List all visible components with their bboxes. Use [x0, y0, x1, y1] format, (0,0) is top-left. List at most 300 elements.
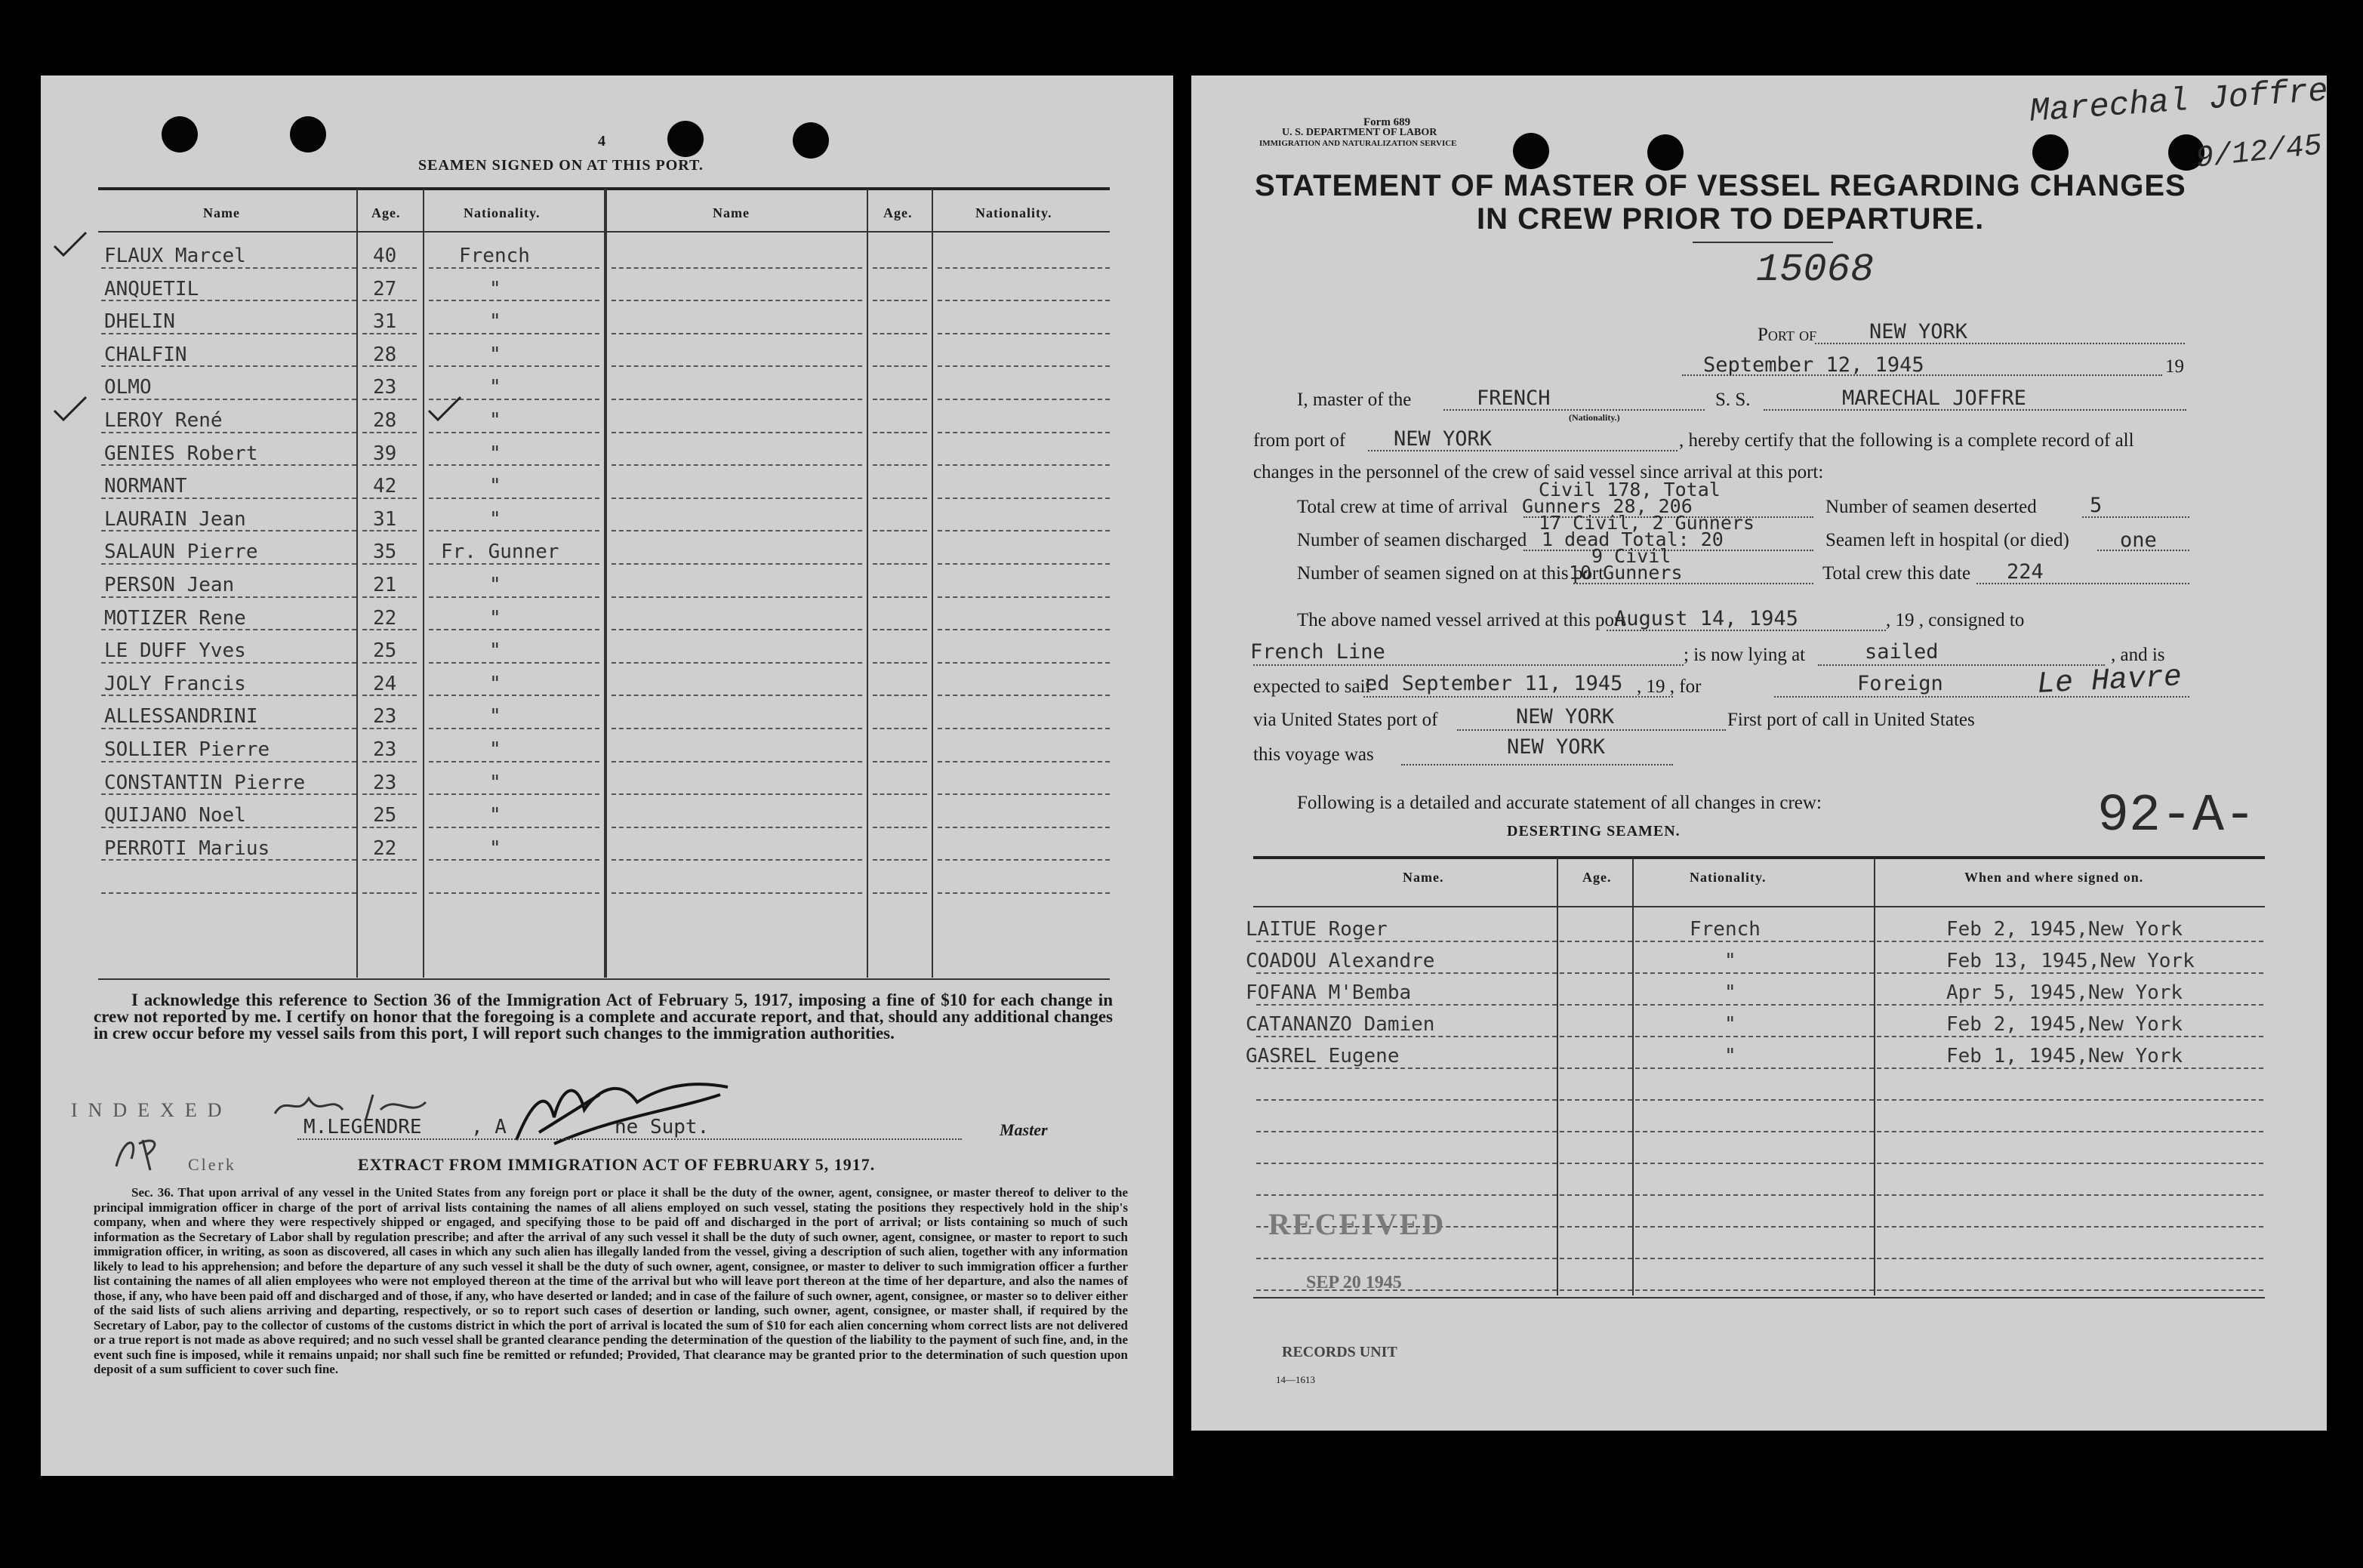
- from-port-label: from port of: [1253, 430, 1346, 451]
- seaman-nationality: ": [489, 310, 501, 334]
- hospital-value: one: [2120, 528, 2157, 552]
- row-rule: [873, 859, 927, 861]
- file-number: 15068: [1756, 248, 1875, 292]
- deserter-header-name: Name.: [1403, 870, 1444, 885]
- deserted-label: Number of seamen deserted: [1825, 497, 2037, 517]
- master-label: Master: [1000, 1120, 1048, 1139]
- row-rule: [1256, 1289, 1557, 1291]
- row-rule: [1560, 941, 1632, 942]
- seaman-nationality: ": [489, 507, 501, 531]
- seaman-name: GENIES Robert: [104, 442, 258, 465]
- punch-hole: [1513, 133, 1549, 169]
- row-rule: [873, 827, 927, 828]
- consignee-line: [1253, 664, 1684, 666]
- seaman-age: 31: [373, 507, 397, 531]
- deserter-name: GASREL Eugene: [1246, 1045, 1400, 1067]
- margin-note-vessel: Marechal Joffre: [2028, 72, 2330, 131]
- row-rule: [429, 464, 599, 466]
- seaman-age: 23: [373, 705, 397, 729]
- row-rule: [938, 793, 1110, 795]
- master-signature: [509, 1072, 735, 1155]
- certify-text: , hereby certify that the following is a complete record of all: [1679, 430, 2134, 451]
- ss-label: S. S.: [1715, 390, 1751, 410]
- seaman-nationality: ": [489, 738, 501, 761]
- row-rule: [429, 793, 599, 795]
- and-is-text: , and is: [2111, 645, 2165, 665]
- seaman-age: 25: [373, 804, 397, 827]
- row-rule: [938, 498, 1110, 499]
- punch-hole: [162, 116, 198, 152]
- seaman-name: PERROTI Marius: [104, 836, 270, 860]
- total-crew-value-2: Gunners 28, 206: [1522, 495, 1693, 517]
- page-number: 4: [598, 133, 605, 149]
- seaman-age: 40: [373, 245, 397, 267]
- signed-on-value-1: 9 Civil: [1591, 545, 1671, 567]
- row-rule: [938, 596, 1110, 598]
- row-rule: [612, 300, 862, 301]
- right-page: [1191, 72, 2330, 1431]
- seaman-nationality: ": [489, 475, 501, 498]
- punch-hole: [793, 122, 829, 159]
- master-of-label: I, master of the: [1297, 390, 1412, 410]
- row-rule: [1256, 972, 1557, 974]
- row-rule: [612, 399, 862, 400]
- row-rule: [612, 662, 862, 664]
- row-rule: [612, 761, 862, 762]
- via-value: NEW YORK: [1516, 705, 1615, 729]
- title-underline: [1693, 242, 1833, 243]
- row-rule: [1635, 1194, 1874, 1196]
- port-value: NEW YORK: [1869, 320, 1968, 343]
- seaman-nationality: ": [489, 705, 501, 729]
- row-rule: [1635, 1289, 1874, 1291]
- deserter-name: LAITUE Roger: [1246, 918, 1388, 941]
- acknowledgement-text: I acknowledge this reference to Section 36 of the Immigration Act of February 5, 1917, imposing a fine of $10 for each change in crew not reported by me. I certify on honor that the foregoing is a complete and accurate report, and that, should any additional changes in crew occur before my vessel sails from this port, I will report such changes to the immigration authorities.: [94, 990, 1113, 1043]
- via-label: via United States port of: [1253, 710, 1438, 730]
- seaman-nationality: ": [489, 672, 501, 695]
- seaman-name: LAURAIN Jean: [104, 507, 246, 531]
- row-rule: [938, 267, 1110, 269]
- row-rule: [938, 695, 1110, 696]
- port-label: Port of: [1758, 325, 1817, 345]
- row-rule: [1560, 1004, 1632, 1006]
- row-rule: [1560, 1067, 1632, 1069]
- seaman-age: 23: [373, 376, 397, 399]
- row-rule: [1877, 1004, 2263, 1006]
- col-header-nationality: Nationality.: [464, 205, 541, 220]
- row-rule: [1256, 1131, 1557, 1132]
- col-divider: [423, 189, 424, 978]
- deserter-nationality: French: [1690, 918, 1761, 941]
- row-rule: [873, 498, 927, 499]
- check-mark: [426, 394, 464, 424]
- row-rule: [1560, 1194, 1632, 1196]
- row-rule: [1256, 1036, 1557, 1037]
- row-rule: [612, 563, 862, 565]
- left-page: [41, 75, 1173, 1476]
- row-rule: [1256, 1194, 1557, 1196]
- via-line: [1457, 729, 1726, 731]
- deserted-value: 5: [2090, 494, 2103, 517]
- row-rule: [1635, 1067, 1874, 1069]
- total-crew-label: Total crew at time of arrival: [1297, 497, 1508, 517]
- discharged-value-2: 1 dead Total: 20: [1542, 528, 1724, 550]
- hospital-label: Seamen left in hospital (or died): [1825, 530, 2069, 550]
- row-rule: [1635, 1226, 1874, 1228]
- seaman-nationality: ": [489, 574, 501, 596]
- seaman-name: CHALFIN: [104, 343, 187, 366]
- date-value: September 12, 1945: [1703, 353, 1924, 377]
- extract-title: EXTRACT FROM IMMIGRATION ACT OF FEBRUARY 5, 1917.: [358, 1155, 876, 1174]
- for-value: Foreign: [1857, 672, 1943, 695]
- row-rule: [429, 333, 599, 334]
- check-mark: [51, 230, 89, 260]
- row-rule: [1635, 972, 1874, 974]
- seaman-name: LE DUFF Yves: [104, 639, 246, 663]
- seaman-name: OLMO: [104, 376, 152, 399]
- seaman-name: SOLLIER Pierre: [104, 738, 270, 761]
- row-rule: [1560, 1036, 1632, 1037]
- row-rule: [938, 300, 1110, 301]
- deserter-table-bottom: [1253, 1297, 2265, 1298]
- lying-at-line: [1818, 664, 2105, 666]
- discharged-label: Number of seamen discharged: [1297, 530, 1527, 550]
- row-rule: [938, 827, 1110, 828]
- col-divider: [867, 189, 868, 978]
- seaman-nationality: ": [489, 409, 501, 432]
- following-text: Following is a detailed and accurate statement of all changes in crew:: [1297, 793, 1822, 813]
- seaman-name: MOTIZER Rene: [104, 606, 246, 630]
- seaman-name: ANQUETIL: [104, 277, 199, 300]
- voyage-value: NEW YORK: [1507, 735, 1606, 759]
- row-rule: [429, 498, 599, 499]
- row-rule: [429, 432, 599, 433]
- row-rule: [1877, 1067, 2263, 1069]
- row-rule: [873, 399, 927, 400]
- arrived-label: The above named vessel arrived at this port: [1297, 610, 1626, 630]
- row-rule: [1560, 1163, 1632, 1164]
- row-rule: [1877, 1163, 2263, 1164]
- row-rule: [938, 333, 1110, 334]
- row-rule: [1560, 1289, 1632, 1291]
- signed-on-value-2: 10 Gunners: [1569, 562, 1683, 584]
- seaman-name: JOLY Francis: [104, 672, 246, 695]
- row-rule: [429, 300, 599, 301]
- first-port-label: First port of call in United States: [1727, 710, 1975, 730]
- seaman-nationality: Fr. Gunner: [441, 541, 559, 564]
- row-rule: [612, 432, 862, 433]
- row-rule: [612, 859, 862, 861]
- seaman-age: 39: [373, 442, 397, 465]
- deserter-signed-on: Feb 2, 1945,New York: [1946, 1013, 2183, 1036]
- service: IMMIGRATION AND NATURALIZATION SERVICE: [1259, 139, 1457, 148]
- row-rule: [612, 728, 862, 729]
- lying-at-label: ; is now lying at: [1684, 645, 1806, 665]
- deserter-name: COADOU Alexandre: [1246, 950, 1435, 972]
- col-header-age: Age.: [371, 205, 401, 220]
- punch-hole: [667, 121, 704, 157]
- row-rule: [612, 365, 862, 367]
- row-rule: [938, 563, 1110, 565]
- seaman-name: FLAUX Marcel: [104, 245, 246, 267]
- row-rule: [873, 464, 927, 466]
- row-rule: [429, 892, 599, 894]
- records-unit-stamp: RECORDS UNIT: [1282, 1344, 1397, 1360]
- total-date-value: 224: [2007, 560, 2044, 584]
- row-rule: [1635, 1004, 1874, 1006]
- col-header-nationality-2: Nationality.: [975, 205, 1052, 220]
- seaman-nationality: ": [489, 343, 501, 366]
- seaman-nationality: ": [489, 277, 501, 300]
- form-title-line-1: STATEMENT OF MASTER OF VESSEL REGARDING CHANGES: [1255, 169, 2186, 202]
- lying-at-value: sailed: [1865, 640, 1939, 664]
- row-rule: [938, 728, 1110, 729]
- row-rule: [1256, 941, 1557, 942]
- row-rule: [873, 300, 927, 301]
- section-36-text: Sec. 36. That upon arrival of any vessel in the United States from any foreign port or place it shall be the duty of the owner, agent, consignee, or master thereof to deliver to the principal immigration officer in charge of the port of arrival lists containing the names of all aliens employed on such vessel, stating the positions they respectively hold in the ship's company, when and where they were respectively shipped or engaged, and specifying those to be paid off and discharged in the port of arrival; or lists containing so much of such information as the Secretary of Labor shall by regulation prescribe; and after the arrival of any such vessel it shall be the duty of such owner, agent, consignee, or master to report to such immigration officer, in writing, as soon as discovered, all cases in which any such alien has illegally landed from the vessel, giving a description of such alien, together with any information likely to lead to his apprehension; and before the departure of any such vessel it shall be the duty of such owner, agent, consignee, or master to deliver to such immigration officer a further list containing the names of all alien employees who were not employed thereon at the time of the arrival but who will leave port thereon at the time of her departure, and also the names of those, if any, who have been paid off and discharged and of those, if any, who have deserted or landed; and in case of the failure of such owner, agent, consignee, or master so to deliver either of the said lists of such aliens arriving and departing, respectively, or so to report such cases of desertion or landing, such owner, agent, consignee, or master shall, if required by the Secretary of Labor, pay to the collector of customs of the customs district in which the port of arrival is located the sum of $10 for each alien concerning whom correct lists are not delivered or a true report is not made as above required; and no such vessel shall be granted clearance pending the determination of the question of the liability to the payment of such fine, and, in the event such fine is imposed, while it remains unpaid; nor shall such fine be remitted or refunded; Provided, That clearance may be granted prior to the determination of such question upon deposit of a sum sufficient to cover such fine.: [94, 1185, 1128, 1376]
- seaman-age: 21: [373, 574, 397, 596]
- seaman-age: 28: [373, 343, 397, 366]
- row-rule: [429, 596, 599, 598]
- deserter-table-top: [1253, 856, 2265, 859]
- seaman-age: 24: [373, 672, 397, 695]
- row-rule: [938, 662, 1110, 664]
- seaman-age: 23: [373, 738, 397, 761]
- row-rule: [873, 761, 927, 762]
- voyage-line: [1401, 764, 1673, 766]
- row-rule: [938, 365, 1110, 367]
- row-rule: [429, 695, 599, 696]
- deserter-header-when: When and where signed on.: [1964, 870, 2144, 885]
- indexed-stamp: INDEXED: [71, 1099, 233, 1121]
- for-label: , 19 , for: [1637, 676, 1702, 697]
- nationality-value: FRENCH: [1477, 387, 1551, 410]
- row-rule: [101, 892, 356, 894]
- row-rule: [938, 629, 1110, 630]
- row-rule: [873, 530, 927, 531]
- seaman-nationality: ": [489, 836, 501, 860]
- deserter-divider: [1632, 858, 1634, 1295]
- row-rule: [1635, 1036, 1874, 1037]
- row-rule: [429, 662, 599, 664]
- punch-hole: [2032, 134, 2069, 171]
- row-rule: [873, 596, 927, 598]
- row-rule: [1256, 1099, 1557, 1101]
- row-rule: [873, 662, 927, 664]
- seaman-nationality: ": [489, 606, 501, 630]
- seaman-nationality: French: [459, 245, 530, 267]
- footer-code: 14—1613: [1276, 1374, 1315, 1385]
- row-rule: [938, 464, 1110, 466]
- total-crew-value-1: Civil 178, Total: [1539, 479, 1721, 501]
- seaman-age: 23: [373, 771, 397, 794]
- row-rule: [612, 629, 862, 630]
- seaman-age: 31: [373, 310, 397, 334]
- arrived-value: August 14, 1945: [1614, 607, 1798, 630]
- seaman-nationality: ": [489, 639, 501, 663]
- signer-role: ne Supt.: [615, 1116, 710, 1138]
- row-rule: [612, 695, 862, 696]
- seaman-nationality: ": [489, 804, 501, 827]
- deserter-name: FOFANA M'Bemba: [1246, 981, 1412, 1004]
- row-rule: [429, 859, 599, 861]
- deserter-divider: [1874, 858, 1875, 1295]
- row-rule: [1877, 941, 2263, 942]
- row-rule: [612, 530, 862, 531]
- row-rule: [873, 563, 927, 565]
- seaman-name: ALLESSANDRINI: [104, 705, 258, 729]
- punch-hole: [290, 116, 326, 152]
- seaman-nationality: ": [489, 442, 501, 465]
- row-rule: [938, 530, 1110, 531]
- margin-note-date: 9/12/45: [2194, 129, 2324, 177]
- row-rule: [1877, 1226, 2263, 1228]
- seaman-nationality: ": [489, 771, 501, 794]
- discharged-value-1: 17 Civil, 2 Gunners: [1539, 512, 1755, 534]
- row-rule: [873, 629, 927, 630]
- row-rule: [1635, 1258, 1874, 1259]
- row-rule: [1256, 1004, 1557, 1006]
- seaman-name: SALAUN Pierre: [104, 541, 258, 564]
- consigned-text: , 19 , consigned to: [1886, 610, 2025, 630]
- col-divider: [356, 189, 358, 978]
- row-rule: [873, 267, 927, 269]
- row-rule: [429, 629, 599, 630]
- deserter-signed-on: Feb 2, 1945,New York: [1946, 918, 2183, 941]
- signer-suffix: , A: [471, 1116, 507, 1138]
- deserter-nationality: ": [1724, 1013, 1736, 1036]
- clerk-initials: [109, 1129, 177, 1174]
- row-rule: [1877, 1036, 2263, 1037]
- row-rule: [612, 892, 862, 894]
- from-port-value: NEW YORK: [1394, 427, 1493, 451]
- deserting-title: DESERTING SEAMEN.: [1507, 823, 1681, 839]
- seaman-name: CONSTANTIN Pierre: [104, 771, 306, 794]
- table-bottom-rule: [98, 978, 1110, 980]
- row-rule: [612, 793, 862, 795]
- row-rule: [1560, 1226, 1632, 1228]
- row-rule: [1635, 941, 1874, 942]
- section-title: SEAMEN SIGNED ON AT THIS PORT.: [418, 157, 704, 174]
- row-rule: [612, 464, 862, 466]
- row-rule: [429, 761, 599, 762]
- row-rule: [1256, 1163, 1557, 1164]
- seaman-name: NORMANT: [104, 475, 187, 498]
- row-rule: [612, 498, 862, 499]
- deserter-header-age: Age.: [1582, 870, 1612, 885]
- destination-handwritten: Le Havre: [2035, 661, 2183, 702]
- deserter-divider: [1557, 858, 1558, 1295]
- row-rule: [873, 432, 927, 433]
- row-rule: [429, 365, 599, 367]
- seaman-name: QUIJANO Noel: [104, 804, 246, 827]
- row-rule: [612, 333, 862, 334]
- row-rule: [1256, 1067, 1557, 1069]
- row-rule: [938, 859, 1110, 861]
- row-rule: [362, 892, 417, 894]
- department: U. S. DEPARTMENT OF LABOR: [1282, 127, 1437, 138]
- col-header-name: Name: [203, 205, 240, 220]
- row-rule: [1560, 1131, 1632, 1132]
- row-rule: [1560, 972, 1632, 974]
- row-rule: [1256, 1258, 1557, 1259]
- row-rule: [1877, 972, 2263, 974]
- certify-text-2: changes in the personnel of the crew of said vessel since arrival at this port:: [1253, 462, 1824, 482]
- col-header-name-2: Name: [713, 205, 750, 220]
- row-rule: [938, 761, 1110, 762]
- nationality-sublabel: (Nationality.): [1569, 412, 1620, 423]
- expected-line: [1363, 696, 1673, 698]
- row-rule: [938, 892, 1110, 894]
- col-divider: [932, 189, 933, 978]
- vessel-value: MARECHAL JOFFRE: [1842, 387, 2026, 410]
- row-rule: [873, 333, 927, 334]
- row-rule: [1560, 1099, 1632, 1101]
- row-rule: [873, 793, 927, 795]
- row-rule: [873, 892, 927, 894]
- seaman-name: DHELIN: [104, 310, 175, 334]
- row-rule: [612, 827, 862, 828]
- seaman-age: 28: [373, 409, 397, 432]
- row-rule: [1635, 1099, 1874, 1101]
- form-number: Form 689: [1363, 116, 1411, 128]
- row-rule: [429, 728, 599, 729]
- deserter-signed-on: Apr 5, 1945,New York: [1946, 981, 2183, 1004]
- expected-value: ed September 11, 1945: [1365, 672, 1623, 695]
- row-rule: [1877, 1289, 2263, 1291]
- deserter-nationality: ": [1724, 981, 1736, 1004]
- received-stamp: RECEIVED: [1268, 1207, 1446, 1241]
- row-rule: [1635, 1131, 1874, 1132]
- deserter-header-nationality: Nationality.: [1690, 870, 1767, 885]
- year-suffix: 19: [2165, 356, 2184, 377]
- row-rule: [1560, 1258, 1632, 1259]
- row-rule: [1877, 1258, 2263, 1259]
- deserter-nationality: ": [1724, 950, 1736, 972]
- row-rule: [873, 365, 927, 367]
- row-rule: [1877, 1099, 2263, 1101]
- clerk-label: Clerk: [188, 1155, 236, 1174]
- consignee-value: French Line: [1250, 640, 1385, 664]
- code-handwritten: 92-A-: [2097, 787, 2257, 846]
- total-date-label: Total crew this date: [1822, 563, 1971, 584]
- expected-label: expected to sail: [1253, 676, 1371, 697]
- seaman-nationality: ": [489, 376, 501, 399]
- row-rule: [938, 432, 1110, 433]
- row-rule: [612, 267, 862, 269]
- row-rule: [938, 399, 1110, 400]
- row-rule: [873, 695, 927, 696]
- deserter-name: CATANANZO Damien: [1246, 1013, 1435, 1036]
- form-title-line-2: IN CREW PRIOR TO DEPARTURE.: [1477, 202, 1985, 236]
- seaman-age: 25: [373, 639, 397, 663]
- seaman-age: 35: [373, 541, 397, 564]
- deserter-signed-on: Feb 1, 1945,New York: [1946, 1045, 2183, 1067]
- row-rule: [1877, 1131, 2263, 1132]
- row-rule: [873, 728, 927, 729]
- deserter-nationality: ": [1724, 1045, 1736, 1067]
- deserter-header-rule: [1253, 906, 2265, 907]
- row-rule: [1877, 1194, 2263, 1196]
- deserter-signed-on: Feb 13, 1945,New York: [1946, 950, 2195, 972]
- col-divider: [604, 189, 607, 978]
- received-stamp-date: SEP 20 1945: [1306, 1273, 1402, 1292]
- row-rule: [612, 596, 862, 598]
- punch-hole: [1647, 134, 1684, 171]
- seaman-name: PERSON Jean: [104, 574, 235, 596]
- row-rule: [429, 530, 599, 531]
- col-header-age-2: Age.: [883, 205, 913, 220]
